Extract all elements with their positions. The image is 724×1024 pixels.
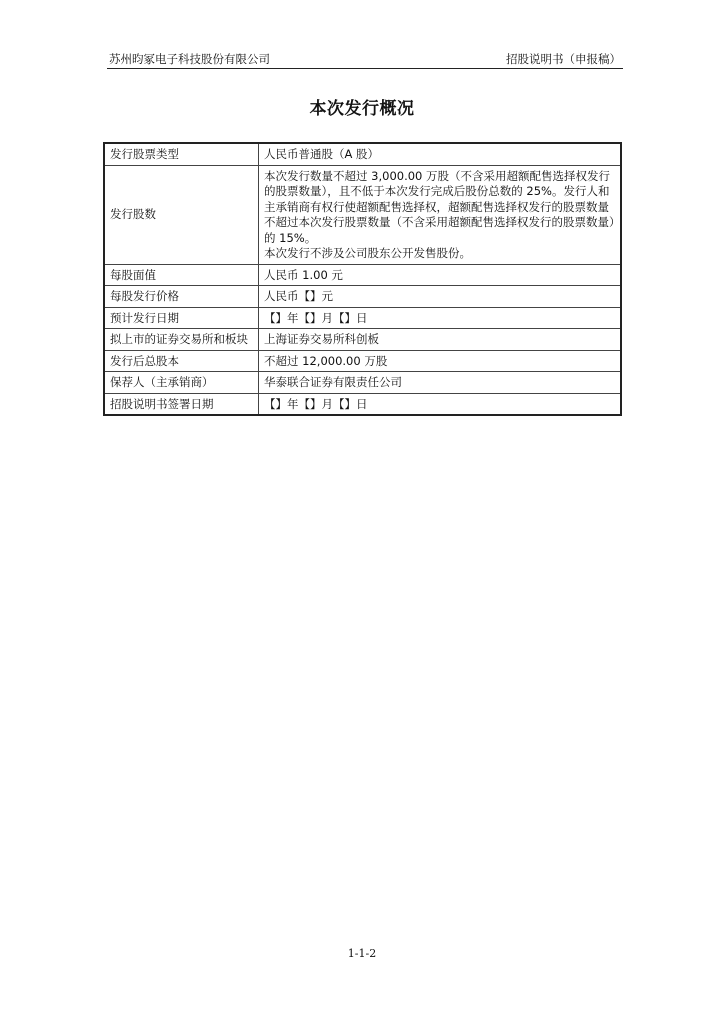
header-doc-type: 招股说明书（申报稿） [506, 52, 621, 66]
row-value [259, 350, 622, 372]
value-text: 人民币 1.00 元 [264, 267, 343, 282]
value-text: 本次发行数量不超过 3,000.00 万股（不含采用超额配售选择权发行的股票数量），且不低于本次发行完成后股份总数的 25%。发行人和主承销商有权行使超额配售选择权，超额配售选择权发行的股票数量不超过本次发行股票数量（不含采用超额配售选择权发行的股票数量）的 15%。 [264, 168, 615, 245]
row-value [259, 307, 622, 329]
row-value [259, 286, 622, 308]
page-header [107, 50, 623, 69]
table-row [104, 286, 621, 308]
row-label: 预计发行日期 [104, 307, 259, 329]
row-value [259, 264, 622, 286]
table-row [104, 264, 621, 286]
row-label: 每股面值 [104, 264, 259, 286]
table-row [104, 165, 621, 264]
row-value [259, 165, 622, 264]
row-label: 拟上市的证券交易所和板块 [104, 329, 259, 351]
row-label: 每股发行价格 [104, 286, 259, 308]
row-label: 发行股数 [104, 165, 259, 264]
table-row [104, 143, 621, 165]
table-row [104, 329, 621, 351]
value-text: 【】年【】月【】日 [264, 396, 368, 411]
row-value [259, 393, 622, 415]
value-text: 华泰联合证券有限责任公司 [264, 375, 402, 389]
value-text: 上海证券交易所科创板 [264, 332, 379, 346]
page-number: 1-1-2 [347, 947, 377, 960]
row-label: 发行后总股本 [104, 350, 259, 372]
row-value [259, 143, 622, 165]
row-label: 保荐人（主承销商） [104, 372, 259, 394]
value-text: 本次发行不涉及公司股东公开发售股份。 [264, 246, 471, 260]
value-text: 【】年【】月【】日 [264, 310, 368, 325]
row-label: 发行股票类型 [104, 143, 259, 165]
row-value [259, 329, 622, 351]
table-row [104, 307, 621, 329]
issuance-overview-table [103, 142, 622, 416]
value-text: 人民币【】元 [264, 289, 333, 303]
row-label: 招股说明书签署日期 [104, 393, 259, 415]
value-text: 不超过 12,000.00 万股 [264, 353, 388, 368]
header-company: 苏州昀冢电子科技股份有限公司 [109, 52, 270, 66]
row-value [259, 372, 622, 394]
table-row [104, 350, 621, 372]
table-row [104, 393, 621, 415]
value-text: 人民币普通股（A 股） [264, 147, 380, 161]
page-title: 本次发行概况 [309, 99, 415, 119]
table-row [104, 372, 621, 394]
